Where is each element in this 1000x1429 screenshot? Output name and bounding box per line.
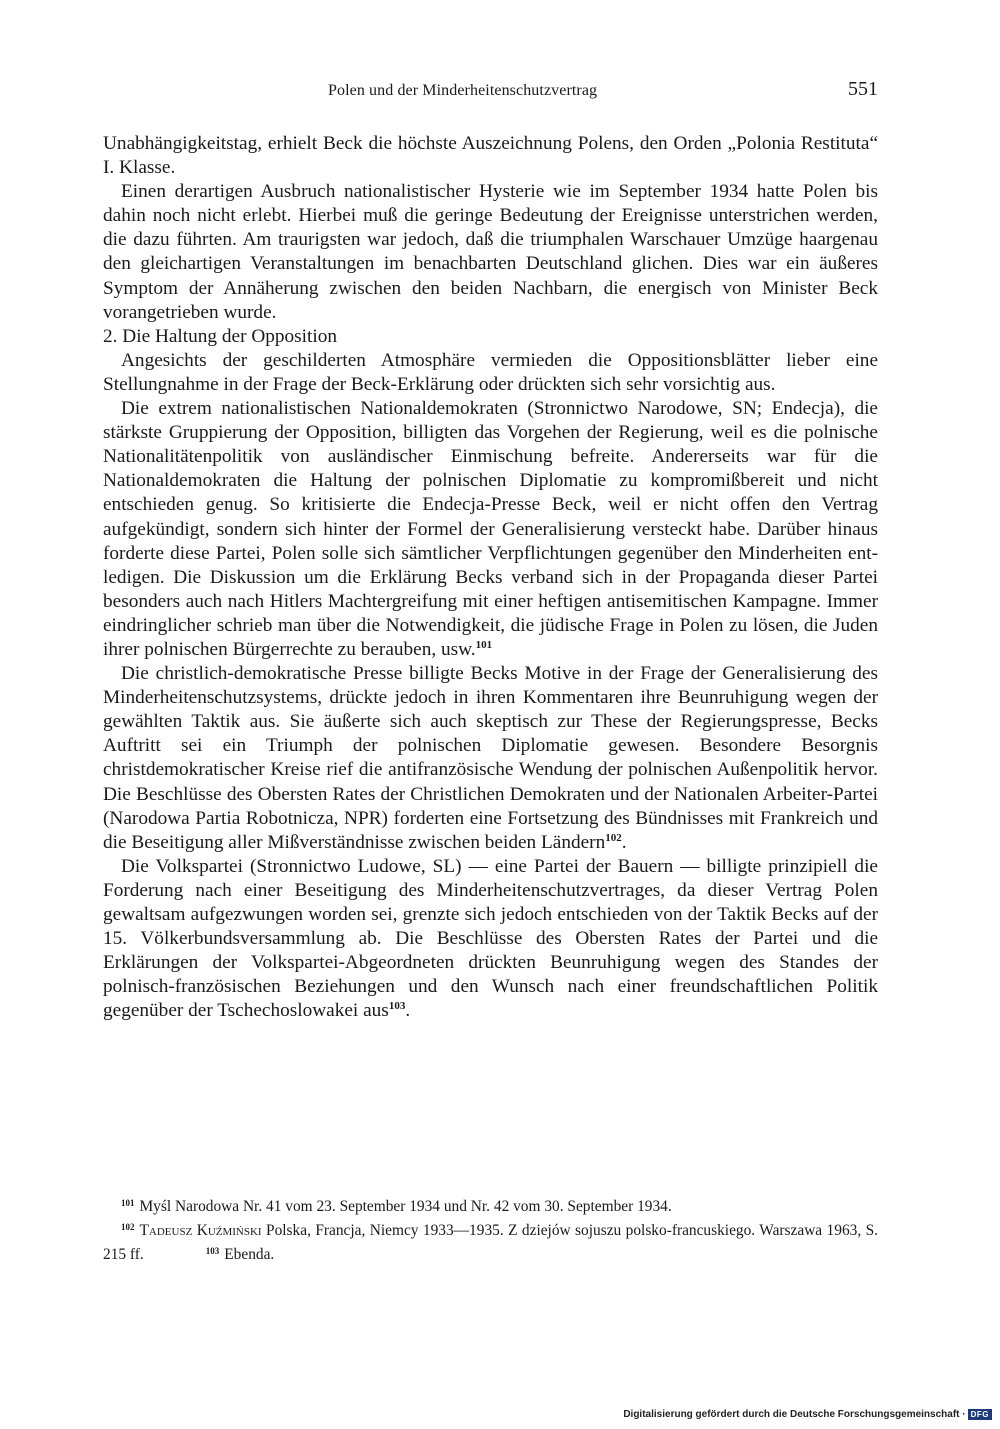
section-heading: 2. Die Haltung der Opposition (103, 325, 338, 347)
footnote-text: Myśl Narodowa Nr. 41 vom 23. September 1934 und Nr. 42 vom 30. September 1934. (139, 1198, 672, 1215)
paragraph-6-end: . (405, 1000, 411, 1022)
page-number: 551 (848, 78, 878, 100)
dfg-logo-icon: DFG (968, 1409, 992, 1420)
running-head (103, 78, 878, 112)
paragraph-5-end: . (621, 831, 627, 853)
running-title: Polen und der Minderheitenschutzvertrag (328, 82, 598, 99)
footnote-text: Polska, Francja, Niemcy 1933—1935. Z dziejów sojuszu polsko-francuskiego. Warszawa 1963, S. 215 ff. (103, 1222, 879, 1263)
paragraph-3-text: Angesichts der geschilderten Atmosphäre vermieden die Oppositionsblätter lieber eine Stellungnahme in der Frage der Beck-Erklärung oder drückten sich sehr vorsichtig aus. (103, 349, 878, 395)
footnote-number: 103 (205, 1246, 220, 1256)
footnote-ref-101[interactable]: 101 (475, 638, 493, 651)
paragraph-1 (103, 132, 878, 180)
paragraph-4-text: Die extrem nationalistischen Nationaldemokraten (Stronnictwo Narodowe, SN; Endecja), die stärkste Gruppierung der Opposition, billigten das Vorgehen der Regierung, weil es die polnische Nationalitätenpolitik von ausländischer Einmischung befreite. Andererseits war für die Nationaldemokraten die Haltung der polnischen Diplomatie zu kompromißbereit und nicht entschieden genug. So kritisierte die Endecja-Presse Beck, weil er nicht offen den Vertrag aufgekündigt, sondern sich hinter der Formel der Generalisierung versteckt habe. Darüber hinaus forderte diese Partei, Polen solle sich sämtlicher Verpflichtungen gegenüber den Minderheiten entledigen. Die Diskussion um die Erklärung Becks verband sich in der Propaganda dieser Partei besonders auch nach Hitlers Machtergreifung mit einer heftigen antisemitischen Kampagne. Immer eindringlicher schrieb man über die Notwendigkeit, die jüdische Frage in Polen zu lösen, die Juden ihrer polnischen Bürgerrechte zu berauben, usw. (103, 398, 878, 660)
paragraph-5-text: Die christlich-demokratische Presse billigte Becks Motive in der Frage der Generalisierung des Minderheitenschutzsystems, drückte jedoch in ihren Kommentaren ihre Beunruhigung wegen der gewählten Taktik aus. Sie äußerte sich auch skeptisch zur These der Regierungspresse, Becks Auftritt sei ein Triumph der polnischen Diplomatie gewesen. Besondere Besorgnis christdemokratischer Kreise rief die antifranzösische Wendung der polnischen Außenpolitik hervor. Die Beschlüsse des Obersten Rates der Christlichen Demokraten und der Nationalen Arbeiter-Partei (Narodowa Partia Robotnicza, NPR) forderten eine Fortsetzung des Bündnisses mit Frankreich und die Beseitigung aller Mißverständnisse zwischen beiden Ländern (103, 663, 878, 853)
body-text (103, 132, 878, 1023)
paragraph-5 (103, 662, 878, 855)
paragraph-2 (103, 180, 878, 325)
footnote-number: 102 (121, 1222, 135, 1232)
paragraph-4 (103, 397, 878, 662)
paragraph-1-text: Unabhängigkeitstag, erhielt Beck die höchste Auszeichnung Polens, den Orden „Polonia Restituta“ I. Klasse. (103, 133, 878, 179)
paragraph-2-text: Einen derartigen Ausbruch nationalistischer Hysterie wie im September 1934 hatte Polen bis dahin noch nicht erlebt. Hierbei muß die geringe Bedeutung der Ereignisse unterstrichen werden, die dazu führten. Am traurigsten war jedoch, daß die triumphalen Warschauer Umzüge haargenau den gleichartigen Veranstaltungen im benachbarten Deutschland glichen. Dies war ein äußeres Symptom der Annäherung zwischen den beiden Nachbarn, die energisch von Minister Beck vorangetrieben wurde. (103, 181, 878, 323)
footnote-author: Tadeusz Kuźmiński (139, 1222, 262, 1239)
digitization-credit (623, 1409, 992, 1420)
footnote-101 (103, 1193, 878, 1217)
footnote-text: Ebenda. (224, 1246, 275, 1263)
footnote-ref-103[interactable]: 103 (388, 1000, 406, 1013)
footnote-number: 101 (121, 1198, 135, 1208)
footnote-102 (103, 1217, 878, 1265)
paragraph-6-text: Die Volkspartei (Stronnictwo Ludowe, SL) — eine Partei der Bauern — billigte prinzipiell die Forderung nach einer Beseitigung des Minderheitenschutzvertrages, da dieser Vertrag Polen gewaltsam aufgezwungen worden sei, grenzte sich jedoch entschieden von der Taktik Becks auf der 15. Völkerbundsversammlung ab. Die Beschlüsse des Obersten Rates der Partei und die Erklärungen der Volkspartei-Abgeordneten drückten Beunruhigung wegen des Standes der polnisch-französischen Beziehungen und den Wunsch nach einer freundschaftlichen Politik gegenüber der Tschechoslowakei aus (103, 855, 878, 1022)
credit-text: Digitalisierung gefördert durch die Deutsche Forschungsgemeinschaft · (623, 1409, 966, 1420)
footnotes (103, 1193, 878, 1265)
paragraph-3 (103, 349, 878, 397)
footnote-ref-102[interactable]: 102 (605, 831, 622, 844)
paragraph-6 (103, 855, 878, 1024)
